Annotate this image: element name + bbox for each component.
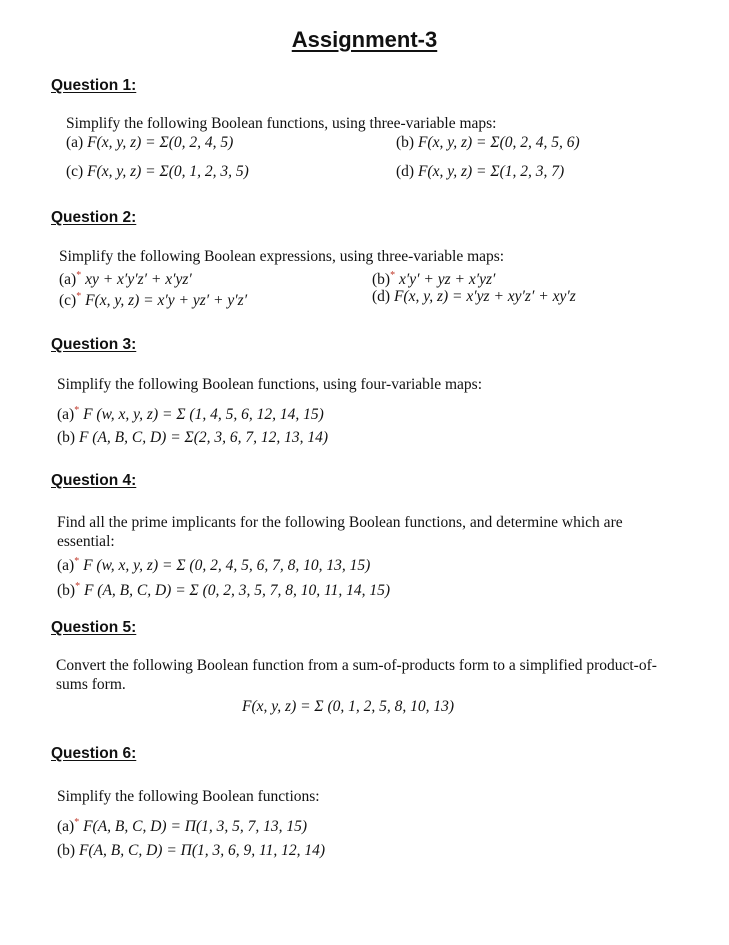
question-4-part-a xyxy=(57,552,370,575)
question-4-part-b xyxy=(57,577,390,600)
question-2-intro: Simplify the following Boolean expressions, using three-variable maps: xyxy=(59,248,505,265)
star-marker: * xyxy=(76,270,82,281)
star-marker: * xyxy=(76,291,82,302)
question-3-intro: Simplify the following Boolean functions, using four-variable maps: xyxy=(57,376,483,393)
star-marker: * xyxy=(74,405,80,416)
boolean-expression: F(x, y, z) = Σ(1, 2, 3, 7) xyxy=(417,163,565,180)
question-3-part-a xyxy=(57,401,324,424)
boolean-expression: F(x, y, z) = Σ(0, 2, 4, 5) xyxy=(87,134,234,151)
question-4-intro: Find all the prime implicants for the following Boolean functions, and determine which are essential: xyxy=(57,514,623,550)
question-1-part-d xyxy=(396,162,564,181)
question-1-intro: Simplify the following Boolean functions, using three-variable maps: xyxy=(66,115,497,132)
star-marker: * xyxy=(75,581,81,592)
question-6-part-a xyxy=(57,813,307,836)
part-label: (a) xyxy=(66,134,84,151)
part-label: (c) xyxy=(66,163,84,180)
question-1-part-c xyxy=(66,162,249,181)
question-2-part-b xyxy=(372,266,495,289)
question-4-heading: Question 4: xyxy=(51,472,137,489)
boolean-expression: F (A, B, C, D) = Σ(2, 3, 6, 7, 12, 13, 14) xyxy=(78,429,329,446)
star-marker: * xyxy=(390,270,396,281)
part-label: (d) xyxy=(396,163,415,180)
question-5-expression: F(x, y, z) = Σ (0, 1, 2, 5, 8, 10, 13) xyxy=(242,698,455,715)
question-2-heading: Question 2: xyxy=(51,209,137,226)
boolean-expression: F(A, B, C, D) = Π(1, 3, 6, 9, 11, 12, 14) xyxy=(78,842,326,859)
part-label: (a) xyxy=(57,557,75,575)
boolean-expression: F(x, y, z) = Σ(0, 2, 4, 5, 6) xyxy=(417,134,580,151)
boolean-expression: F(x, y, z) = Σ(0, 1, 2, 3, 5) xyxy=(87,163,249,180)
boolean-expression: F(x, y, z) = x′yz + xy′z′ + xy′z xyxy=(393,288,576,305)
page-title: Assignment-3 xyxy=(291,27,438,52)
star-marker: * xyxy=(74,817,80,828)
boolean-expression: F (w, x, y, z) = Σ (1, 4, 5, 6, 12, 14, 15) xyxy=(83,406,324,424)
boolean-expression: F (w, x, y, z) = Σ (0, 2, 4, 5, 6, 7, 8, 10, 13, 15) xyxy=(83,557,371,575)
part-label: (a) xyxy=(57,406,75,424)
part-label: (d) xyxy=(372,288,391,305)
question-2-part-d xyxy=(372,287,576,306)
question-1-part-b xyxy=(396,133,580,152)
question-3-heading: Question 3: xyxy=(51,336,137,353)
part-label: (b) xyxy=(57,582,76,600)
question-5-heading: Question 5: xyxy=(51,619,137,636)
part-label: (a) xyxy=(59,271,77,289)
part-label: (b) xyxy=(396,134,415,151)
question-1-part-a xyxy=(66,133,233,152)
question-5-intro: Convert the following Boolean function from a sum-of-products form to a simplified product-of-sums form. xyxy=(56,657,657,693)
boolean-expression: x′y′ + yz + x′yz′ xyxy=(398,271,496,289)
question-2-part-a xyxy=(59,266,192,289)
question-3-part-b xyxy=(57,428,328,447)
part-label: (b) xyxy=(57,842,76,859)
boolean-expression: F(x, y, z) = x′y + yz′ + y′z′ xyxy=(85,292,248,310)
star-marker: * xyxy=(74,556,80,567)
question-6-heading: Question 6: xyxy=(51,745,137,762)
question-6-intro: Simplify the following Boolean functions: xyxy=(57,788,320,805)
part-label: (a) xyxy=(57,818,75,836)
part-label: (b) xyxy=(57,429,76,446)
question-1-heading: Question 1: xyxy=(51,77,137,94)
part-label: (b) xyxy=(372,271,391,289)
boolean-expression: F(A, B, C, D) = Π(1, 3, 5, 7, 13, 15) xyxy=(83,818,308,836)
question-6-part-b xyxy=(57,841,325,860)
boolean-expression: xy + x′y′z′ + x′yz′ xyxy=(85,271,192,289)
part-label: (c) xyxy=(59,292,77,310)
boolean-expression: F (A, B, C, D) = Σ (0, 2, 3, 5, 7, 8, 10, 11, 14, 15) xyxy=(83,582,391,600)
question-2-part-c xyxy=(59,287,247,310)
